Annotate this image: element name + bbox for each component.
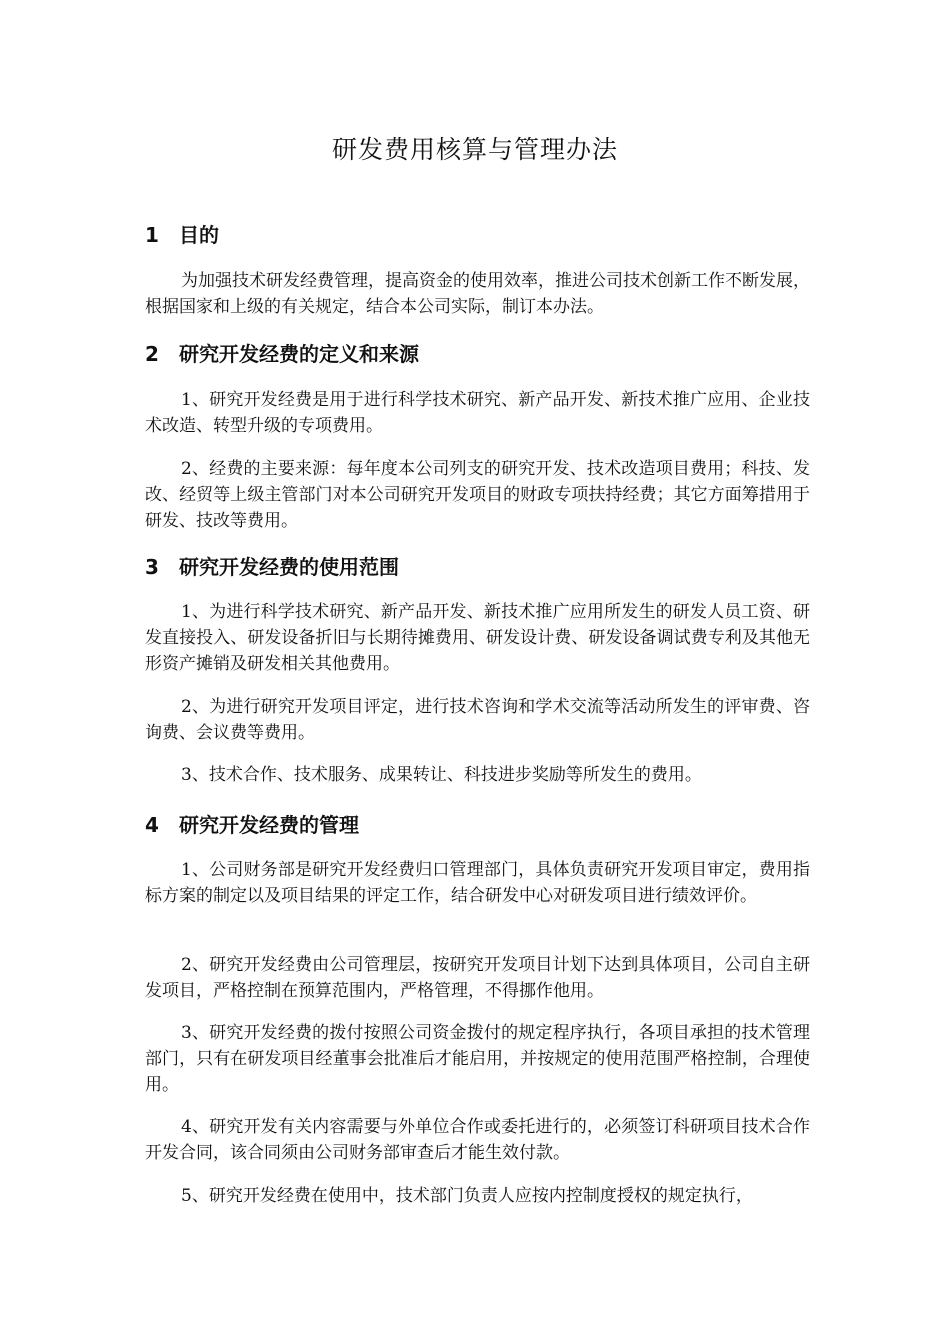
section-heading-3 bbox=[145, 553, 399, 581]
paragraph: 1、公司财务部是研究开发经费归口管理部门，具体负责研究开发项目审定，费用指标方案的制定以及项目结果的评定工作，结合研发中心对研发项目进行绩效评价。 bbox=[145, 860, 810, 906]
section-title: 研究开发经费的使用范围 bbox=[179, 555, 399, 579]
section-title: 研究开发经费的管理 bbox=[179, 813, 359, 837]
section-title: 目的 bbox=[179, 223, 219, 247]
section-number: 3 bbox=[145, 555, 159, 579]
paragraph: 4、研究开发有关内容需要与外单位合作或委托进行的，必须签订科研项目技术合作开发合同，该合同须由公司财务部审查后才能生效付款。 bbox=[145, 1117, 810, 1163]
section-title: 研究开发经费的定义和来源 bbox=[179, 342, 419, 366]
paragraph: 1、研究开发经费是用于进行科学技术研究、新产品开发、新技术推广应用、企业技术改造、转型升级的专项费用。 bbox=[145, 390, 810, 436]
paragraph: 1、为进行科学技术研究、新产品开发、新技术推广应用所发生的研发人员工资、研发直接投入、研发设备折旧与长期待摊费用、研发设计费、研发设备调试费专利及其他无形资产摊销及研发相关其他费用。 bbox=[145, 602, 810, 674]
paragraph: 5、研究开发经费在使用中，技术部门负责人应按内控制度授权的规定执行， bbox=[181, 1186, 753, 1206]
section-heading-4 bbox=[145, 811, 359, 839]
paragraph: 2、研究开发经费由公司管理层，按研究开发项目计划下达到具体项目，公司自主研发项目，严格控制在预算范围内，严格管理，不得挪作他用。 bbox=[145, 955, 810, 1001]
section-heading-2 bbox=[145, 340, 419, 368]
section-number: 2 bbox=[145, 342, 159, 366]
section-number: 4 bbox=[145, 813, 159, 837]
document-title: 研发费用核算与管理办法 bbox=[331, 135, 618, 164]
paragraph: 2、经费的主要来源：每年度本公司列支的研究开发、技术改造项目费用；科技、发改、经贸等上级主管部门对本公司研究开发项目的财政专项扶持经费；其它方面筹措用于研发、技改等费用。 bbox=[145, 459, 810, 531]
section-number: 1 bbox=[145, 223, 159, 247]
section-heading-1 bbox=[145, 221, 219, 249]
paragraph: 3、技术合作、技术服务、成果转让、科技进步奖励等所发生的费用。 bbox=[181, 765, 702, 785]
paragraph: 2、为进行研究开发项目评定，进行技术咨询和学术交流等活动所发生的评审费、咨询费、会议费等费用。 bbox=[145, 697, 810, 743]
paragraph: 3、研究开发经费的拨付按照公司资金拨付的规定程序执行，各项目承担的技术管理部门，只有在研发项目经董事会批准后才能启用，并按规定的使用范围严格控制，合理使用。 bbox=[145, 1023, 810, 1095]
paragraph: 为加强技术研发经费管理，提高资金的使用效率，推进公司技术创新工作不断发展，根据国家和上级的有关规定，结合本公司实际，制订本办法。 bbox=[145, 271, 810, 317]
